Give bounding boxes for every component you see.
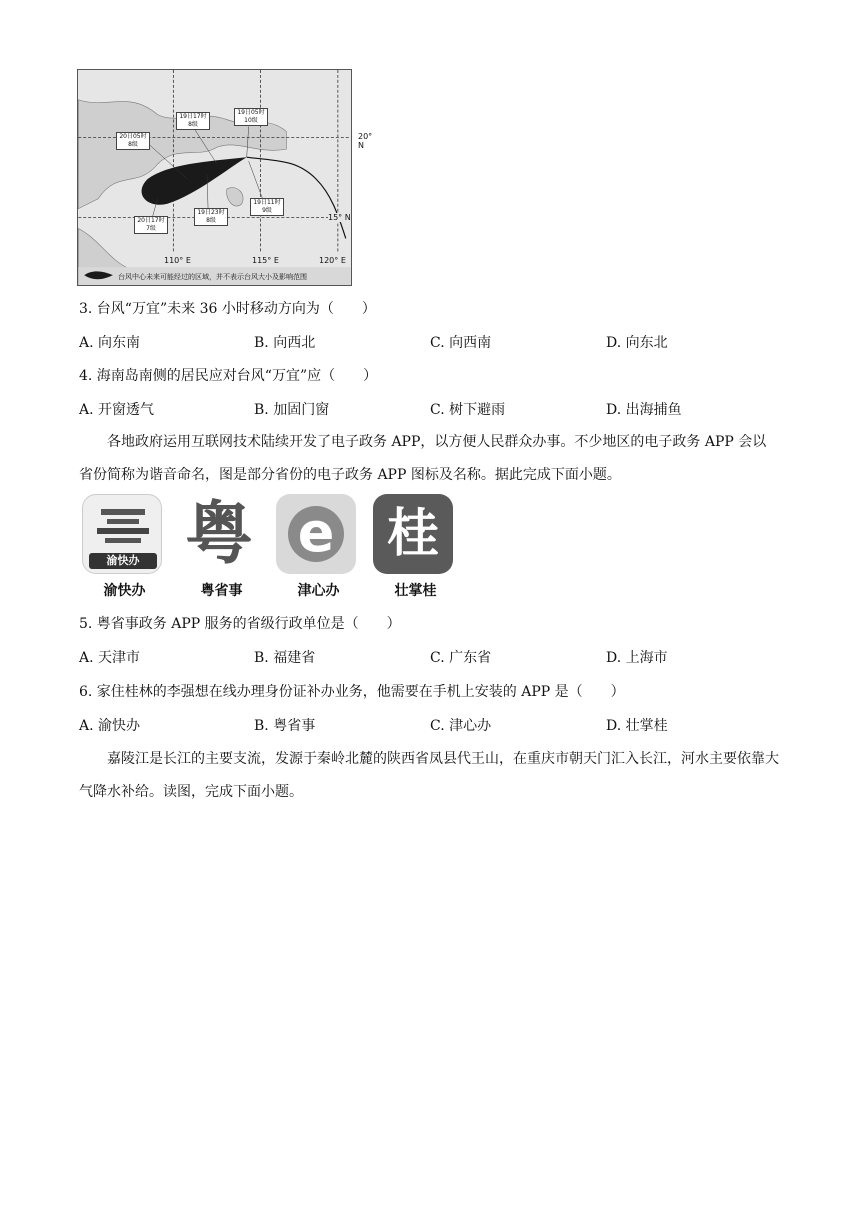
q3-option-d: D. 向东北 (606, 335, 668, 351)
question-5-stem: 5. 粤省事政务 APP 服务的省级行政单位是（ ） (79, 616, 401, 632)
time-box-19-11: 19日11时 9级 (250, 198, 284, 216)
time-box-20-05: 20日05时 8级 (116, 132, 150, 150)
app-name: 粤省事 (200, 583, 243, 599)
q4-option-c: C. 树下避雨 (430, 402, 506, 418)
q3-option-c: C. 向西南 (430, 335, 492, 351)
typhoon-map-svg (78, 70, 351, 285)
lon-label-110: 110° E (164, 256, 191, 265)
q5-option-a: A. 天津市 (79, 650, 141, 666)
q5-option-b: B. 福建省 (254, 650, 316, 666)
q6-option-d: D. 壮掌桂 (606, 718, 668, 734)
q6-option-c: C. 津心办 (430, 718, 492, 734)
time-box-19-17: 19日17时 8级 (176, 112, 210, 130)
app-name: 津心办 (297, 583, 340, 599)
passage-egov-apps: 各地政府运用互联网技术陆续开发了电子政务 APP，以方便人民群众办事。不少地区的电子政务 APP 会以省份简称为谐音命名，图是部分省份的电子政务 APP 图标及名称。据此完成下面小题。 (79, 434, 767, 483)
q4-option-a: A. 开窗透气 (79, 402, 155, 418)
jin-xin-ban-icon: e (276, 494, 356, 574)
question-6-stem: 6. 家住桂林的李强想在线办理身份证补办业务，他需要在手机上安装的 APP 是（ ） (79, 684, 625, 700)
q3-option-b: B. 向西北 (254, 335, 316, 351)
lat-label-15: 15° N (328, 213, 351, 222)
time-box-19-05: 19日05时 10级 (234, 108, 268, 126)
yue-sheng-shi-icon: 粤 (179, 494, 259, 574)
yu-kuai-ban-icon (82, 494, 162, 574)
q5-option-d: D. 上海市 (606, 650, 668, 666)
question-4-stem: 4. 海南岛南侧的居民应对台风“万宜”应（ ） (79, 368, 378, 384)
q3-option-a: A. 向东南 (79, 335, 141, 351)
question-3-stem: 3. 台风“万宜”未来 36 小时移动方向为（ ） (79, 301, 376, 317)
time-box-20-17: 20日17时 7级 (134, 216, 168, 234)
q6-option-a: A. 渝快办 (79, 718, 141, 734)
app-jin-xin-ban (276, 494, 361, 600)
lat-label-20: 20° N (358, 132, 373, 150)
map-legend-text: 台风中心未来可能经过的区域，并不表示台风大小及影响范围 (118, 273, 307, 281)
passage-jialing-river: 嘉陵江是长江的主要支流，发源于秦岭北麓的陕西省凤县代王山，在重庆市朝天门汇入长江，河水主要依靠大气降水补给。读图，完成下面小题。 (79, 751, 779, 800)
zhuang-zhang-gui-icon: 桂 (373, 494, 453, 574)
app-yu-kuai-ban (82, 494, 167, 600)
q4-option-b: B. 加固门窗 (254, 402, 330, 418)
yu-kuai-ban-badge: 渝快办 (89, 553, 157, 569)
q4-option-d: D. 出海捕鱼 (606, 402, 682, 418)
q6-option-b: B. 粤省事 (254, 718, 316, 734)
q5-option-c: C. 广东省 (430, 650, 492, 666)
app-zhuang-zhang-gui (373, 494, 458, 600)
app-yue-sheng-shi (179, 494, 264, 600)
lon-label-120: 120° E (319, 256, 346, 265)
typhoon-map (77, 69, 373, 286)
lon-label-115: 115° E (252, 256, 279, 265)
app-name: 壮掌桂 (394, 583, 437, 599)
time-box-19-23: 19日23时 8级 (194, 208, 228, 226)
app-icons-figure (76, 494, 454, 604)
app-name: 渝快办 (103, 583, 146, 599)
